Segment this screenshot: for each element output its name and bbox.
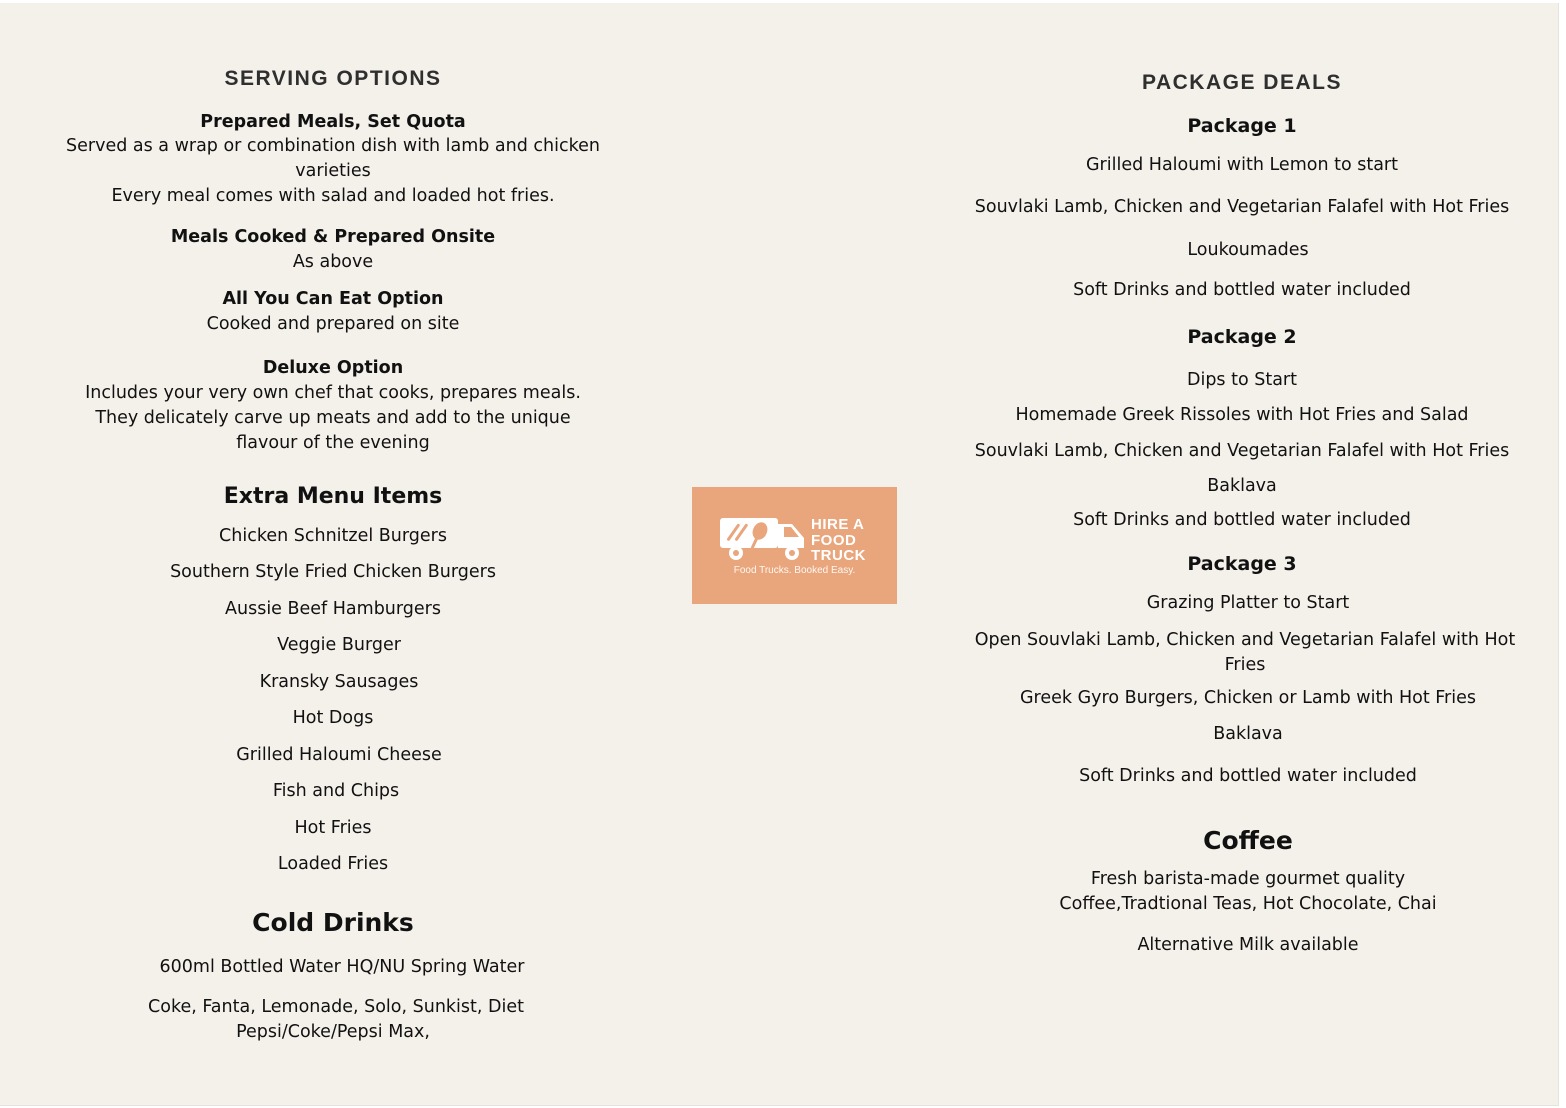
extra-menu-item: Hot Dogs [292,708,374,728]
drink-item: Pepsi/Coke/Pepsi Max, [236,1022,430,1042]
package-deals-heading: PACKAGE DEALS [1142,71,1342,94]
option-title: Deluxe Option [262,358,404,378]
hire-a-food-truck-logo [692,487,897,604]
coffee-text: Fresh barista-made gourmet quality [1090,869,1406,889]
package-item: Baklava [1213,724,1283,744]
option-title: Meals Cooked & Prepared Onsite [170,227,496,247]
logo-line: TRUCK [811,547,866,564]
extra-menu-item: Kransky Sausages [259,672,419,692]
logo-tagline: Food Trucks. Booked Easy. [733,565,856,576]
drink-item: Coke, Fanta, Lemonade, Solo, Sunkist, Diet [148,997,524,1017]
extra-menu-item: Veggie Burger [277,635,401,655]
option-text: Includes your very own chef that cooks, prepares meals. [85,383,581,403]
logo-wordmark [811,517,866,564]
food-truck-icon [692,487,897,604]
coffee-heading: Coffee [1203,826,1293,855]
package-item: Soft Drinks and bottled water included [1073,280,1411,300]
extra-menu-item: Chicken Schnitzel Burgers [219,526,447,546]
package-item: Loukoumades [1187,240,1309,260]
serving-options-heading: SERVING OPTIONS [224,67,442,90]
package-item: Soft Drinks and bottled water included [1073,510,1411,530]
package-item: Soft Drinks and bottled water included [1079,766,1417,786]
package-item: Souvlaki Lamb, Chicken and Vegetarian Falafel with Hot Fries [974,197,1510,217]
package-item: Souvlaki Lamb, Chicken and Vegetarian Falafel with Hot Fries [974,441,1510,461]
extra-menu-item: Southern Style Fried Chicken Burgers [170,562,496,582]
option-text: Every meal comes with salad and loaded hot fries. [111,186,555,206]
extra-menu-item: Fish and Chips [272,781,400,801]
package-item: Baklava [1207,476,1277,496]
drink-item: 600ml Bottled Water HQ/NU Spring Water [159,957,525,977]
package-item: Homemade Greek Rissoles with Hot Fries and Salad [1015,405,1469,425]
coffee-text: Coffee,Tradtional Teas, Hot Chocolate, Chai [1059,894,1437,914]
package-title: Package 3 [1187,553,1297,575]
option-text: They delicately carve up meats and add to the unique [95,408,571,428]
option-text: varieties [295,161,371,181]
extra-menu-item: Hot Fries [294,818,372,838]
option-text: Cooked and prepared on site [206,314,460,334]
option-text: As above [292,252,374,272]
option-text: Served as a wrap or combination dish with lamb and chicken [66,136,600,156]
option-title: All You Can Eat Option [222,289,444,309]
extra-menu-heading: Extra Menu Items [223,484,443,509]
cold-drinks-heading: Cold Drinks [252,908,414,937]
package-item: Grazing Platter to Start [1146,593,1350,613]
package-title: Package 1 [1187,115,1297,137]
menu-page [0,3,1559,1106]
option-text: flavour of the evening [236,433,430,453]
package-item: Grilled Haloumi with Lemon to start [1086,155,1398,175]
option-title: Prepared Meals, Set Quota [200,112,466,132]
package-item: Greek Gyro Burgers, Chicken or Lamb with Hot Fries [1020,688,1476,708]
logo-line: FOOD [811,531,857,549]
logo-line: HIRE A [811,516,865,533]
package-item: Fries [1224,655,1266,675]
extra-menu-item: Aussie Beef Hamburgers [225,599,441,619]
extra-menu-item: Grilled Haloumi Cheese [236,745,442,765]
extra-menu-item: Loaded Fries [277,854,389,874]
package-item: Dips to Start [1186,370,1297,390]
coffee-note: Alternative Milk available [1137,935,1359,955]
package-item: Open Souvlaki Lamb, Chicken and Vegetarian Falafel with Hot [974,630,1516,650]
package-title: Package 2 [1187,326,1297,348]
